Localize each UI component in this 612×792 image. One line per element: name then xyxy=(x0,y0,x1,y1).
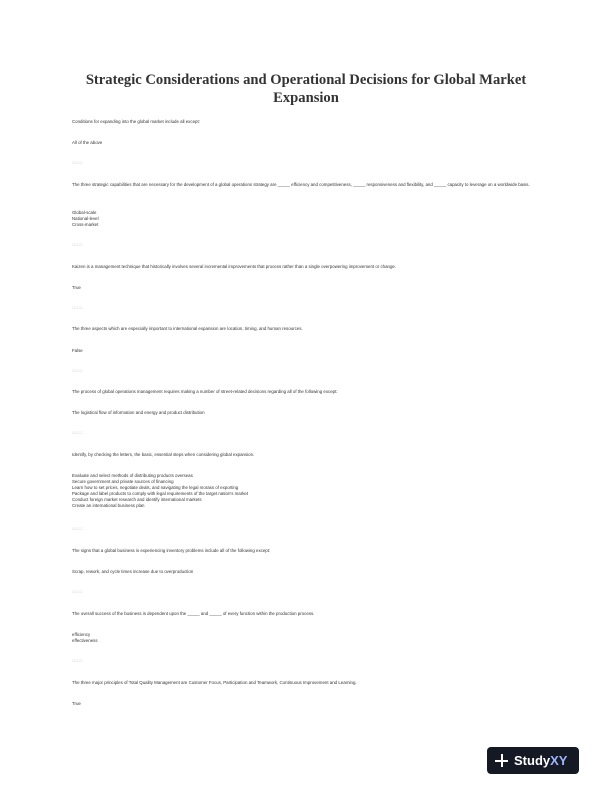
question-text: The process of global operations management requires making a number of street-related decisions regarding all of the following except: xyxy=(72,389,338,394)
logo-text-main: Study xyxy=(514,753,551,768)
question-text: Conditions for expanding into the global market include all except: xyxy=(72,119,200,124)
answer-text: Cross-market xyxy=(72,222,99,227)
document-title: Strategic Considerations and Operational Decisions for Global Market Expansion xyxy=(85,72,527,106)
separator: □□□□ xyxy=(72,590,83,594)
answer-text: True xyxy=(72,701,81,706)
separator: □□□□ xyxy=(72,369,83,373)
separator: □□□□ xyxy=(72,306,83,310)
logo-text xyxy=(514,753,567,768)
answer-text: Learn how to set prices, negotiate deals, and navigating the legal morass of exporting xyxy=(72,485,239,490)
question-text: Identify, by checking the letters, the basic, essential steps when considering global expansion. xyxy=(72,452,255,457)
separator: □□□□ xyxy=(72,161,83,165)
question-text: The three strategic capabilities that are necessary for the development of a global operations strategy are _____ efficiency and competitiveness, _____ responsiveness and flexibility, and _____ capacity to leverage on a worldwide basis. xyxy=(72,182,530,187)
answer-text: Global-scale xyxy=(72,210,97,215)
answer-text: Conduct foreign market research and identify international markets xyxy=(72,497,202,502)
answer-text: Secure government and private sources of financing xyxy=(72,479,174,484)
separator: □□□□ xyxy=(72,659,83,663)
answer-text: All of the above xyxy=(72,140,103,145)
answer-text: efficiency xyxy=(72,632,91,637)
answer-text: True xyxy=(72,285,81,290)
plus-icon xyxy=(495,754,508,767)
question-text: The three major principles of Total Quality Management are Customer Focus, Participation and Teamwork, Continuous Improvement and Learning. xyxy=(72,680,357,685)
answer-text: The logistical flow of information and energy and product distribution xyxy=(72,410,205,415)
question-text: Kaizen is a management technique that historically involves several incremental improvements that process rather than a single overpowering improvement or change. xyxy=(72,264,397,269)
separator: □□□□ xyxy=(72,527,83,531)
studyxy-logo[interactable] xyxy=(487,747,579,774)
answer-text: False xyxy=(72,348,83,353)
separator: □□□□ xyxy=(72,431,83,435)
answer-text: National-level xyxy=(72,216,99,221)
separator: □□□□ xyxy=(72,243,83,247)
question-text: The signs that a global business is experiencing inventory problems include all of the following except: xyxy=(72,548,271,553)
answer-text: Evaluate and select methods of distributing products overseas xyxy=(72,473,193,478)
question-text: The overall success of the business is dependent upon the _____ and _____ of every function within the production process. xyxy=(72,611,315,616)
logo-text-accent: XY xyxy=(550,753,568,768)
answer-text: Scrap, rework, and cycle times increase due to overproduction xyxy=(72,569,194,574)
answer-text: effectiveness xyxy=(72,638,98,643)
answer-text: Create an international business plan xyxy=(72,503,145,508)
question-text: The three aspects which are especially important to international expansion are location, timing, and human resources. xyxy=(72,326,303,331)
answer-text: Package and label products to comply with legal requirements of the target nation's market xyxy=(72,491,249,496)
